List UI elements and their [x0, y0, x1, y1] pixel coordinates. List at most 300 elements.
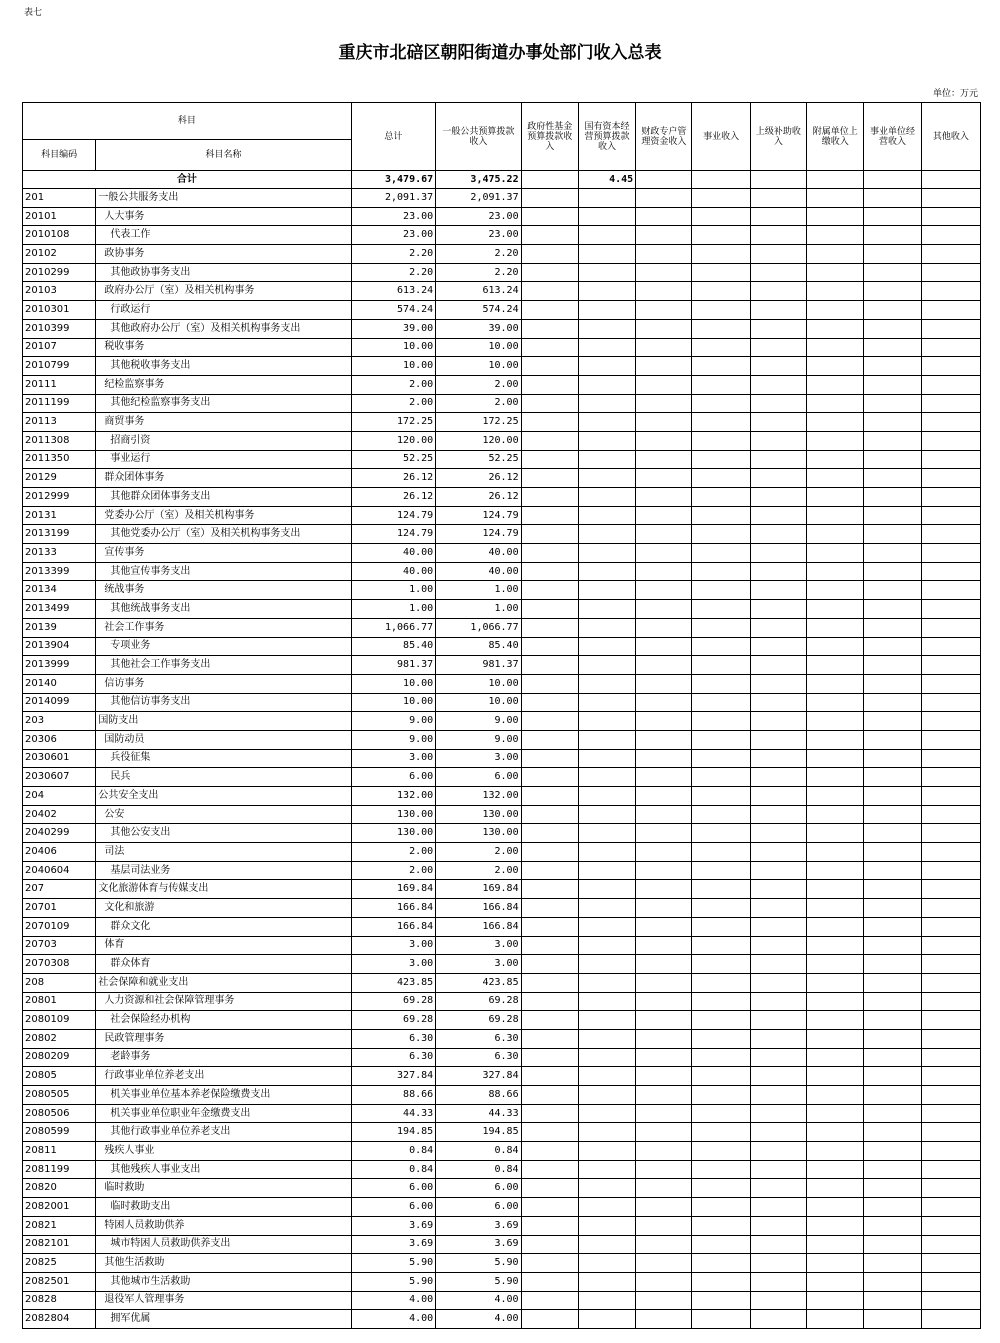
empty-cell	[521, 1011, 578, 1030]
empty-cell	[692, 1048, 750, 1067]
table-row	[23, 1142, 981, 1161]
row-code: 2030601	[23, 749, 96, 768]
empty-cell	[807, 1291, 864, 1310]
empty-cell	[692, 1029, 750, 1048]
empty-cell	[750, 1254, 806, 1273]
empty-cell	[921, 1216, 980, 1235]
row-total: 172.25	[351, 413, 435, 432]
row-general-budget: 9.00	[436, 730, 521, 749]
empty-cell	[521, 618, 578, 637]
row-general-budget: 52.25	[436, 450, 521, 469]
row-name: 其他公安支出	[96, 824, 351, 843]
table-row	[23, 319, 981, 338]
empty-cell	[864, 1029, 921, 1048]
table-row	[23, 1310, 981, 1329]
empty-cell	[864, 1235, 921, 1254]
empty-cell	[578, 357, 635, 376]
empty-cell	[750, 1179, 806, 1198]
row-code: 20113	[23, 413, 96, 432]
empty-cell	[578, 861, 635, 880]
row-code: 2080109	[23, 1011, 96, 1030]
empty-cell	[636, 1235, 692, 1254]
row-code: 2010301	[23, 301, 96, 320]
empty-cell	[921, 1123, 980, 1142]
empty-cell	[921, 1235, 980, 1254]
empty-cell	[750, 955, 806, 974]
empty-cell	[578, 899, 635, 918]
row-total: 6.00	[351, 768, 435, 787]
empty-cell	[807, 282, 864, 301]
empty-cell	[921, 413, 980, 432]
empty-cell	[750, 600, 806, 619]
empty-cell	[750, 1216, 806, 1235]
row-total: 39.00	[351, 319, 435, 338]
empty-cell	[692, 861, 750, 880]
empty-cell	[636, 282, 692, 301]
empty-cell	[750, 282, 806, 301]
row-general-budget: 0.84	[436, 1160, 521, 1179]
empty-cell	[807, 600, 864, 619]
empty-cell	[864, 600, 921, 619]
row-general-budget: 166.84	[436, 899, 521, 918]
empty-cell	[921, 1067, 980, 1086]
table-row	[23, 375, 981, 394]
empty-cell	[921, 824, 980, 843]
empty-cell	[636, 805, 692, 824]
empty-cell	[521, 431, 578, 450]
empty-cell	[750, 899, 806, 918]
empty-cell	[750, 226, 806, 245]
gov-fund-header: 政府性基金预算拨款收入	[521, 103, 578, 171]
empty-cell	[578, 207, 635, 226]
row-code: 203	[23, 712, 96, 731]
empty-cell	[750, 1011, 806, 1030]
empty-cell	[807, 1048, 864, 1067]
empty-cell	[578, 674, 635, 693]
row-code: 2011350	[23, 450, 96, 469]
empty-cell	[521, 805, 578, 824]
empty-cell	[921, 749, 980, 768]
table-row	[23, 488, 981, 507]
empty-cell	[921, 805, 980, 824]
empty-cell	[864, 1254, 921, 1273]
row-name: 老龄事务	[96, 1048, 351, 1067]
empty-cell	[692, 207, 750, 226]
empty-cell	[521, 1310, 578, 1329]
row-total: 23.00	[351, 226, 435, 245]
row-name: 社会工作事务	[96, 618, 351, 637]
empty-cell	[750, 207, 806, 226]
row-name: 群众团体事务	[96, 469, 351, 488]
empty-cell	[521, 544, 578, 563]
empty-cell	[636, 674, 692, 693]
empty-cell	[636, 171, 692, 189]
empty-cell	[864, 263, 921, 282]
row-general-budget: 2.20	[436, 245, 521, 264]
row-general-budget: 169.84	[436, 880, 521, 899]
empty-cell	[578, 787, 635, 806]
empty-cell	[636, 245, 692, 264]
empty-cell	[864, 618, 921, 637]
row-total: 166.84	[351, 917, 435, 936]
row-general-budget: 124.79	[436, 506, 521, 525]
empty-cell	[578, 394, 635, 413]
empty-cell	[807, 824, 864, 843]
empty-cell	[807, 226, 864, 245]
row-code: 2013999	[23, 656, 96, 675]
table-row	[23, 525, 981, 544]
empty-cell	[921, 992, 980, 1011]
empty-cell	[692, 1160, 750, 1179]
empty-cell	[692, 936, 750, 955]
empty-cell	[921, 338, 980, 357]
row-general-budget: 5.90	[436, 1272, 521, 1291]
empty-cell	[750, 1235, 806, 1254]
table-row	[23, 955, 981, 974]
row-general-budget: 26.12	[436, 469, 521, 488]
empty-cell	[750, 1291, 806, 1310]
empty-cell	[578, 375, 635, 394]
row-total: 0.84	[351, 1142, 435, 1161]
empty-cell	[921, 880, 980, 899]
empty-cell	[692, 824, 750, 843]
empty-cell	[921, 1198, 980, 1217]
row-name: 专项业务	[96, 637, 351, 656]
empty-cell	[636, 1272, 692, 1291]
empty-cell	[807, 955, 864, 974]
empty-cell	[578, 1067, 635, 1086]
empty-cell	[692, 1216, 750, 1235]
row-code: 20306	[23, 730, 96, 749]
empty-cell	[807, 469, 864, 488]
empty-cell	[807, 544, 864, 563]
empty-cell	[864, 1179, 921, 1198]
empty-cell	[921, 394, 980, 413]
empty-cell	[864, 1198, 921, 1217]
empty-cell	[807, 973, 864, 992]
empty-cell	[921, 581, 980, 600]
row-total: 169.84	[351, 880, 435, 899]
row-general-budget: 23.00	[436, 207, 521, 226]
row-general-budget: 120.00	[436, 431, 521, 450]
row-code: 20801	[23, 992, 96, 1011]
empty-cell	[521, 1254, 578, 1273]
row-total: 5.90	[351, 1272, 435, 1291]
empty-cell	[921, 618, 980, 637]
empty-cell	[521, 375, 578, 394]
empty-cell	[807, 1179, 864, 1198]
empty-cell	[636, 413, 692, 432]
empty-cell	[921, 226, 980, 245]
empty-cell	[521, 637, 578, 656]
row-code: 20811	[23, 1142, 96, 1161]
row-name: 其他税收事务支出	[96, 357, 351, 376]
empty-cell	[521, 357, 578, 376]
row-general-budget: 1.00	[436, 581, 521, 600]
row-name: 社会保险经办机构	[96, 1011, 351, 1030]
row-code: 20133	[23, 544, 96, 563]
empty-cell	[692, 469, 750, 488]
row-total: 6.30	[351, 1029, 435, 1048]
table-row	[23, 207, 981, 226]
row-code: 20102	[23, 245, 96, 264]
row-total: 3.00	[351, 749, 435, 768]
empty-cell	[864, 1048, 921, 1067]
row-code: 20139	[23, 618, 96, 637]
row-name: 公共安全支出	[96, 787, 351, 806]
table-row	[23, 843, 981, 862]
row-general-budget: 2,091.37	[436, 189, 521, 208]
empty-cell	[636, 730, 692, 749]
table-row	[23, 1011, 981, 1030]
business-income-header: 事业收入	[692, 103, 750, 171]
empty-cell	[578, 600, 635, 619]
table-row	[23, 1104, 981, 1123]
empty-cell	[864, 282, 921, 301]
row-name: 商贸事务	[96, 413, 351, 432]
row-name: 其他行政事业单位养老支出	[96, 1123, 351, 1142]
row-general-budget: 3.00	[436, 749, 521, 768]
table-row	[23, 1086, 981, 1105]
row-general-budget: 88.66	[436, 1086, 521, 1105]
empty-cell	[521, 973, 578, 992]
row-code: 2070109	[23, 917, 96, 936]
empty-cell	[921, 787, 980, 806]
empty-cell	[636, 880, 692, 899]
empty-cell	[692, 1291, 750, 1310]
empty-cell	[807, 394, 864, 413]
empty-cell	[692, 955, 750, 974]
empty-cell	[578, 581, 635, 600]
table-row	[23, 301, 981, 320]
empty-cell	[921, 1142, 980, 1161]
empty-cell	[864, 431, 921, 450]
row-total: 44.33	[351, 1104, 435, 1123]
empty-cell	[578, 189, 635, 208]
row-general-budget: 3.69	[436, 1235, 521, 1254]
row-name: 文化和旅游	[96, 899, 351, 918]
row-total: 10.00	[351, 338, 435, 357]
empty-cell	[921, 245, 980, 264]
row-total: 10.00	[351, 674, 435, 693]
row-general-budget: 2.00	[436, 375, 521, 394]
row-general-budget: 40.00	[436, 562, 521, 581]
empty-cell	[692, 544, 750, 563]
empty-cell	[864, 319, 921, 338]
empty-cell	[692, 562, 750, 581]
empty-cell	[692, 581, 750, 600]
empty-cell	[807, 880, 864, 899]
empty-cell	[521, 880, 578, 899]
row-total: 2.20	[351, 245, 435, 264]
table-row	[23, 1198, 981, 1217]
row-name: 国防支出	[96, 712, 351, 731]
empty-cell	[636, 544, 692, 563]
row-total: 52.25	[351, 450, 435, 469]
row-general-budget: 2.00	[436, 394, 521, 413]
empty-cell	[636, 1160, 692, 1179]
table-row	[23, 450, 981, 469]
empty-cell	[578, 824, 635, 843]
empty-cell	[807, 319, 864, 338]
empty-cell	[578, 1216, 635, 1235]
empty-cell	[750, 525, 806, 544]
row-total: 26.12	[351, 469, 435, 488]
empty-cell	[521, 282, 578, 301]
empty-cell	[750, 357, 806, 376]
empty-cell	[578, 1029, 635, 1048]
table-row	[23, 245, 981, 264]
empty-cell	[692, 1067, 750, 1086]
empty-cell	[692, 394, 750, 413]
empty-cell	[807, 861, 864, 880]
total-general-budget: 3,475.22	[436, 171, 521, 189]
empty-cell	[521, 1272, 578, 1291]
row-total: 85.40	[351, 637, 435, 656]
empty-cell	[807, 189, 864, 208]
empty-cell	[864, 338, 921, 357]
empty-cell	[807, 1067, 864, 1086]
empty-cell	[692, 1235, 750, 1254]
empty-cell	[636, 1216, 692, 1235]
empty-cell	[636, 562, 692, 581]
row-code: 2082001	[23, 1198, 96, 1217]
empty-cell	[864, 488, 921, 507]
row-general-budget: 10.00	[436, 674, 521, 693]
table-row	[23, 1048, 981, 1067]
total-header: 总计	[351, 103, 435, 171]
table-row	[23, 936, 981, 955]
empty-cell	[864, 787, 921, 806]
row-total: 6.00	[351, 1198, 435, 1217]
empty-cell	[578, 431, 635, 450]
empty-cell	[921, 544, 980, 563]
row-general-budget: 69.28	[436, 992, 521, 1011]
empty-cell	[750, 506, 806, 525]
row-total: 5.90	[351, 1254, 435, 1273]
table-row	[23, 506, 981, 525]
row-total: 0.84	[351, 1160, 435, 1179]
empty-cell	[864, 171, 921, 189]
empty-cell	[578, 319, 635, 338]
subject-header: 科目	[23, 103, 352, 140]
row-code: 20129	[23, 469, 96, 488]
empty-cell	[692, 843, 750, 862]
row-name: 其他宣传事务支出	[96, 562, 351, 581]
empty-cell	[692, 600, 750, 619]
table-row	[23, 394, 981, 413]
empty-cell	[807, 805, 864, 824]
row-general-budget: 132.00	[436, 787, 521, 806]
empty-cell	[636, 899, 692, 918]
empty-cell	[521, 899, 578, 918]
empty-cell	[807, 1254, 864, 1273]
row-total: 2.00	[351, 394, 435, 413]
empty-cell	[636, 824, 692, 843]
row-name: 政协事务	[96, 245, 351, 264]
empty-cell	[521, 1291, 578, 1310]
empty-cell	[921, 171, 980, 189]
empty-cell	[521, 1235, 578, 1254]
row-code: 2011199	[23, 394, 96, 413]
empty-cell	[578, 1142, 635, 1161]
row-general-budget: 172.25	[436, 413, 521, 432]
empty-cell	[750, 768, 806, 787]
table-row	[23, 1235, 981, 1254]
empty-cell	[921, 488, 980, 507]
empty-cell	[750, 1104, 806, 1123]
empty-cell	[807, 712, 864, 731]
empty-cell	[636, 1142, 692, 1161]
empty-cell	[921, 843, 980, 862]
empty-cell	[636, 525, 692, 544]
row-general-budget: 10.00	[436, 338, 521, 357]
row-name: 其他纪检监察事务支出	[96, 394, 351, 413]
empty-cell	[692, 1310, 750, 1329]
empty-cell	[521, 674, 578, 693]
empty-cell	[521, 1104, 578, 1123]
row-name: 民政管理事务	[96, 1029, 351, 1048]
table-row	[23, 618, 981, 637]
unit-label: 单位：万元	[932, 89, 978, 99]
empty-cell	[521, 189, 578, 208]
empty-cell	[521, 712, 578, 731]
empty-cell	[921, 1086, 980, 1105]
empty-cell	[636, 375, 692, 394]
empty-cell	[864, 637, 921, 656]
empty-cell	[578, 973, 635, 992]
empty-cell	[692, 973, 750, 992]
row-name: 公安	[96, 805, 351, 824]
row-code: 20134	[23, 581, 96, 600]
row-name: 政府办公厅（室）及相关机构事务	[96, 282, 351, 301]
row-code: 2080599	[23, 1123, 96, 1142]
row-code: 20820	[23, 1179, 96, 1198]
row-name: 机关事业单位基本养老保险缴费支出	[96, 1086, 351, 1105]
row-name: 招商引资	[96, 431, 351, 450]
row-code: 20701	[23, 899, 96, 918]
empty-cell	[807, 1198, 864, 1217]
row-general-budget: 10.00	[436, 357, 521, 376]
empty-cell	[750, 488, 806, 507]
row-code: 208	[23, 973, 96, 992]
empty-cell	[692, 301, 750, 320]
empty-cell	[692, 1254, 750, 1273]
empty-cell	[750, 824, 806, 843]
row-code: 2082501	[23, 1272, 96, 1291]
table-row	[23, 1029, 981, 1048]
row-general-budget: 39.00	[436, 319, 521, 338]
row-general-budget: 2.00	[436, 843, 521, 862]
empty-cell	[864, 674, 921, 693]
row-total: 88.66	[351, 1086, 435, 1105]
empty-cell	[750, 693, 806, 712]
empty-cell	[578, 544, 635, 563]
empty-cell	[636, 618, 692, 637]
row-name: 基层司法业务	[96, 861, 351, 880]
row-code: 20402	[23, 805, 96, 824]
empty-cell	[692, 1011, 750, 1030]
row-name: 其他统战事务支出	[96, 600, 351, 619]
empty-cell	[921, 1254, 980, 1273]
empty-cell	[807, 768, 864, 787]
row-general-budget: 6.00	[436, 768, 521, 787]
empty-cell	[750, 1272, 806, 1291]
empty-cell	[921, 1104, 980, 1123]
empty-cell	[636, 1310, 692, 1329]
empty-cell	[750, 245, 806, 264]
row-general-budget: 130.00	[436, 824, 521, 843]
